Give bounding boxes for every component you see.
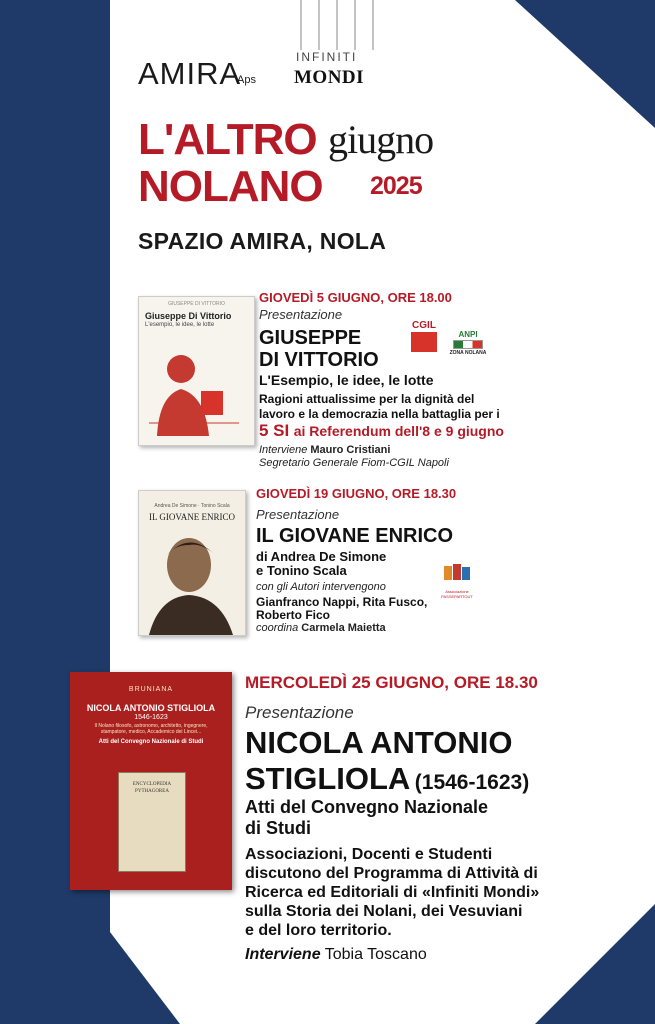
event1-si-big: 5 SI (259, 421, 290, 440)
amira-aps-label: Aps (237, 74, 256, 86)
book3-title: NICOLA ANTONIO STIGLIOLA (86, 703, 216, 713)
event2-authors2: e Tonino Scala (256, 563, 347, 578)
event2-coord-label: coordina (256, 622, 299, 634)
event3-date: MERCOLEDÌ 25 GIUGNO, ORE 18.30 (245, 673, 538, 692)
mondi-label: MONDI (294, 67, 365, 88)
event1-speaker-line (259, 444, 390, 456)
corner-triangle-top-right (515, 0, 655, 128)
event3-desc4: sulla Storia dei Nolani, dei Vesuviani (245, 903, 523, 920)
event3-desc1: Associazioni, Docenti e Studenti (245, 846, 493, 863)
event3-sub1: Atti del Convegno Nazionale (245, 797, 489, 817)
book-title: Giuseppe Di Vittorio (145, 311, 232, 321)
event3-title1: NICOLA ANTONIO (245, 725, 513, 760)
cgil-square-icon (411, 332, 437, 352)
event3-title2-line (245, 761, 529, 797)
title-giugno: giugno (328, 117, 434, 162)
event3-interviene-label: Interviene (245, 946, 321, 963)
event3-speaker-line (245, 946, 427, 964)
book2-authors: Andrea De Simone · Tonino Scala (154, 503, 230, 509)
event3-desc3: Ricerca ed Editoriali di «Infiniti Mondi» (245, 884, 540, 901)
book-subtitle: L'esempio, le idee, le lotte (145, 322, 215, 328)
event1-presentazione: Presentazione (259, 307, 343, 322)
event2-speakers1: Gianfranco Nappi, Rita Fusco, (256, 595, 428, 609)
event1-date: GIOVEDÌ 5 GIUGNO, ORE 18.00 (259, 290, 452, 305)
event2-authors1: di Andrea De Simone (256, 549, 387, 564)
book-portrait-icon (139, 341, 252, 441)
book2-title: IL GIOVANE ENRICO (149, 512, 235, 522)
book-cover-giovane-enrico (138, 490, 246, 636)
passepartout-icon (438, 562, 476, 584)
book3-inner-title: ENCYCLOPEDIA PYTHAGOREA (132, 782, 172, 794)
event2-coord-line (256, 622, 386, 634)
corner-triangle-bottom-right (535, 904, 655, 1024)
event3-speaker: Tobia Toscano (324, 946, 427, 963)
event2-coord: Carmela Maietta (301, 622, 386, 634)
event1-desc2: lavoro e la democrazia nella battaglia per i (259, 407, 500, 421)
book3-inner-page (118, 772, 186, 872)
event1-title2: DI VITTORIO (259, 349, 379, 371)
book3-years: 1546-1623 (134, 714, 168, 721)
book3-desc: Il Nolano filosofo, astronomo, architetto, ingegnere, stampatore, medico, Accademico dei Lincei... (94, 723, 208, 735)
event3-presentazione: Presentazione (245, 703, 354, 722)
event1-interviene-label: Interviene (259, 444, 308, 456)
anpi-logo (447, 330, 489, 356)
title-line2: NOLANO (138, 162, 323, 211)
book-top-label: GIUSEPPE DI VITTORIO (168, 301, 225, 307)
infiniti-label: INFINITI (296, 50, 358, 64)
event2-date: GIOVEDÌ 19 GIUGNO, ORE 18.30 (256, 486, 457, 501)
event2-title: IL GIOVANE ENRICO (256, 525, 454, 547)
book2-portrait-icon (139, 525, 243, 635)
anpi-flag-icon (453, 340, 483, 349)
event2-speakers2: Roberto Fico (256, 608, 330, 622)
event3-desc2: discutono del Programma di Attività di (245, 865, 538, 882)
event1-si-rest: ai Referendum dell'8 e 9 giugno (293, 423, 504, 439)
cgil-logo (407, 320, 441, 354)
event1-referendum (259, 421, 504, 441)
amira-logo: AMIRA (138, 56, 242, 91)
event1-speaker: Mauro Cristiani (310, 444, 391, 456)
event1-speaker-role: Segretario Generale Fiom-CGIL Napoli (259, 457, 449, 469)
venue-title: SPAZIO AMIRA, NOLA (138, 228, 387, 254)
book3-atti: Atti del Convegno Nazionale di Studi (98, 739, 204, 745)
book-cover-di-vittorio (138, 296, 255, 446)
event3-sub2: di Studi (245, 818, 311, 838)
event3-desc5: e del loro territorio. (245, 922, 392, 939)
title-line1: L'ALTRO (138, 115, 317, 164)
book3-series: BRUNIANA (128, 686, 174, 693)
book-cover-stigliola (70, 672, 232, 890)
passepartout-label: Associazione PASSEPARTOUT (441, 589, 473, 599)
corner-triangle-bottom-left (110, 932, 180, 1024)
anpi-zone: ZONA NOLANA (449, 350, 487, 356)
event3-years: (1546-1623) (414, 771, 530, 794)
event2-with-label: con gli Autori intervengono (256, 581, 386, 593)
event1-desc1: Ragioni attualissime per la dignità del (259, 392, 475, 406)
cgil-label: CGIL (412, 320, 436, 331)
title-year: 2025 (370, 172, 422, 200)
event1-subtitle: L'Esempio, le idee, le lotte (259, 372, 434, 388)
passepartout-logo (438, 562, 476, 598)
event1-title1: GIUSEPPE (259, 327, 362, 349)
event2-presentazione: Presentazione (256, 507, 340, 522)
event3-title2: STIGLIOLA (245, 761, 411, 796)
anpi-label: ANPI (458, 330, 478, 339)
